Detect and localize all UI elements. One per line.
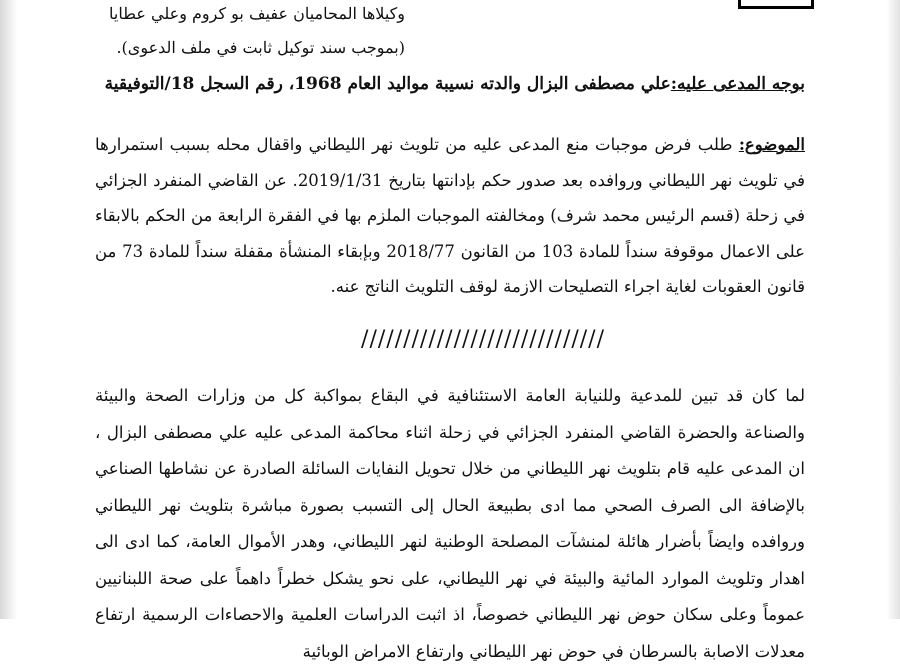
attorneys-line: وكيلاها المحاميان عفيف بو كروم وعلي عطايا [109,4,405,23]
defendant-label: بوجه المدعى عليه: [670,74,805,94]
attorney-proof-line: (بموجب سند توكيل ثابت في ملف الدعوى). [116,38,405,57]
body-paragraph: لما كان قد تبين للمدعية وللنيابة العامة الاستئنافية في البقاع بمواكبة كل من وزارات الصحة والبيئة والصناعة والحضرة القاضي المنفرد الجزائي في زحلة اثناء محاكمة المدعى عليه علي مصطفى البزال ، ان المدعى عليه قام بتلويث نهر الليطاني من خلال تحويل النفايات السائلة الصادرة عن نشاطها الصناعي بالإضافة الى الصرف الصحي مما ادى بطبيعة الحال إلى التسبب بصورة مباشرة بتلويث نهر الليطاني وروافده وايضاً بأضرار هائلة لمنشآت المصلحة الوطنية لنهر الليطاني، وهدر الأموال العامة، كما ادى الى اهدار وتلويث الموارد المائية والبيئة في نهر الليطاني، على نحو يشكل خطراً داهماً على صحة اللبنانيين عموماً وعلى سكان حوض نهر الليطاني خصوصاً، اذ اثبت الدراسات العلمية والاحصاءات الرسمية ارتفاع معدلات الاصابة بالسرطان في حوض نهر الليطاني وارتفاع الامراض الوبائية [95,386,805,661]
subject-paragraph [95,127,805,305]
defendant-line [105,74,805,94]
scan-edge-right [886,0,900,619]
header-box-border [738,0,814,9]
subject-label: الموضوع: [738,135,805,154]
section-divider: ///////////////////////////// [361,327,605,352]
scan-edge-left [0,0,18,619]
subject-text: طلب فرض موجبات منع المدعى عليه من تلويث نهر الليطاني واقفال محله بسبب استمرارها في تلويث نهر الليطاني وروافده بعد صدور حكم بإدانتها بتاريخ 2019/1/31. عن القاضي المنفرد الجزائي في زحلة (قسم الرئيس محمد شرف) ومخالفته الموجبات الملزم بها في الفقرة الرابعة من الحكم بالابقاء على الاعمال موقوفة سنداً للمادة 103 من القانون 2018/77 وبإبقاء المنشأة مقفلة سنداً للمادة 73 من قانون العقوبات لغاية اجراء التصليحات الازمة لوقف التلويث الناتج عنه. [95,135,805,296]
defendant-text: علي مصطفى البزال والدته نسيبة مواليد العام 1968، رقم السجل 18/التوفيقية [104,74,671,94]
